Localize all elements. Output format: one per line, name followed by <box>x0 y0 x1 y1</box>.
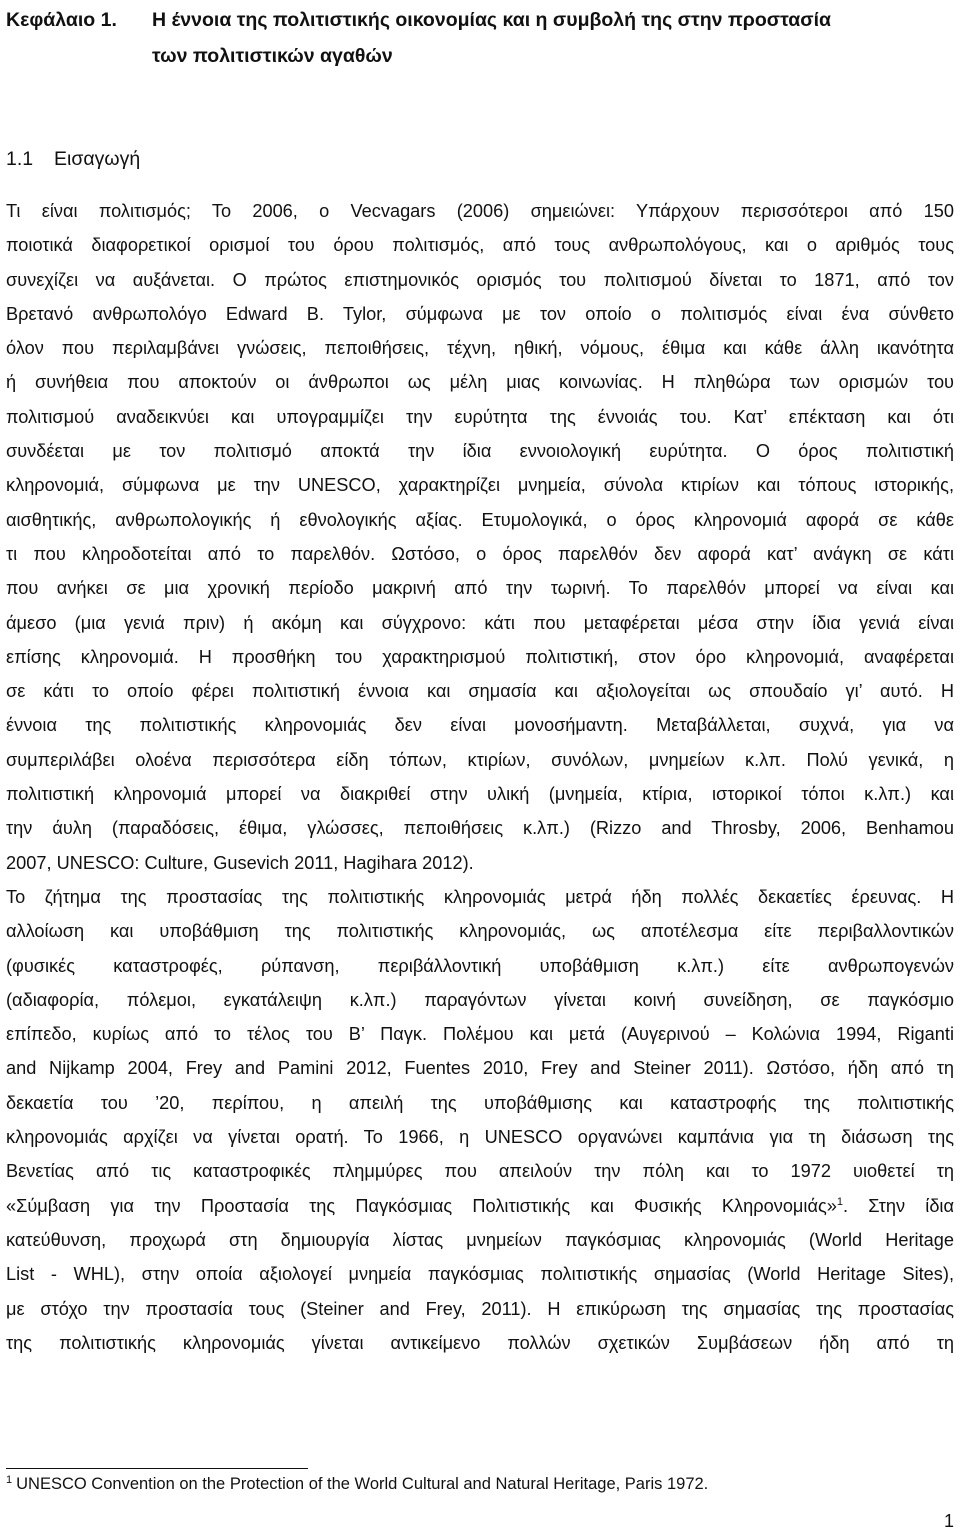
text-line: συμπεριλάβει ολοένα περισσότερα είδη τόπων, κτιρίων, συνόλων, μνημείων κ.λπ. Πολύ γενικά, η <box>6 749 954 770</box>
paragraph-2 <box>6 880 954 1360</box>
text-line: συνεχίζει να αυξάνεται. Ο πρώτος επιστημονικός ορισμός του πολιτισμού δίνεται το 1871, από τον <box>6 269 954 290</box>
footnote <box>6 1472 708 1496</box>
text-line: Βρετανό ανθρωπολόγο Edward B. Tylor, σύμφωνα με τον οποίο ο πολιτισμός είναι ένα σύνθετο <box>6 303 954 324</box>
text-segment: . Στην ίδια <box>842 1195 954 1216</box>
chapter-title <box>6 2 954 74</box>
text-line: κληρονομιά, σύμφωνα με την UNESCO, χαρακτηρίζει μνημεία, σύνολα κτιρίων και τόπους ιστορικής, <box>6 475 954 496</box>
chapter-title-line-2: των πολιτιστικών αγαθών <box>152 45 393 67</box>
section-number: 1.1 <box>6 148 34 170</box>
text-line: τι που κληροδοτείται από το παρελθόν. Ωστόσο, ο όρος παρελθόν δεν αφορά κατ’ ανάγκη σε κάτι <box>6 543 954 564</box>
text-line: που ανήκει σε μια χρονική περίοδο μακρινή από την τωρινή. Το παρελθόν μπορεί να είναι και <box>6 578 954 599</box>
text-line: της πολιτιστικής κληρονομιάς γίνεται αντικείμενο πολλών σχετικών Συμβάσεων ήδη από τη <box>6 1332 954 1353</box>
footnote-reference[interactable]: 1 <box>836 1195 843 1208</box>
text-line-with-footnote <box>6 1189 954 1223</box>
chapter-title-line-1: Η έννοια της πολιτιστικής οικονομίας και η συμβολή της στην προστασία <box>152 9 832 31</box>
text-line: ή συνήθεια που αποκτούν οι άνθρωποι ως μέλη μιας κοινωνίας. Η πληθώρα των ορισμών του <box>6 372 954 393</box>
text-line: Τι είναι πολιτισμός; Το 2006, ο Vecvagars (2006) σημειώνει: Υπάρχουν περισσότεροι από 150 <box>6 201 954 221</box>
text-segment: «Σύμβαση για την Προστασία της Παγκόσμιας Πολιτιστικής και Φυσικής Κληρονομιάς» <box>6 1195 837 1216</box>
text-line: συνδέεται με τον πολιτισμό αποκτά την ίδια εννοιολογική ευρύτητα. Ο όρος πολιτιστική <box>6 441 954 462</box>
text-line: άμεσο (μια γενιά πριν) ή ακόμη και σύγχρονο: κάτι που μεταφέρεται μέσα στην ίδια γενιά είναι <box>6 612 954 633</box>
text-line: επίπεδο, κυρίως από το τέλος του Β’ Παγκ. Πολέμου και μετά (Αυγερινού – Κολώνια 1994, Riganti <box>6 1024 954 1045</box>
text-line: ποιοτικά διαφορετικοί ορισμοί του όρου πολιτισμός, από τους ανθρωπολόγους, και ο αριθμός τους <box>6 235 954 256</box>
footnote-text: UNESCO Convention on the Protection of the World Cultural and Natural Heritage, Paris 1972. <box>16 1475 709 1493</box>
text-line: Βενετίας από τις καταστροφικές πλημμύρες που απειλούν την πόλη και το 1972 υιοθετεί τη <box>6 1161 954 1182</box>
text-line: την άυλη (παραδόσεις, έθιμα, γλώσσες, πεποιθήσεις κ.λπ.) (Rizzo and Throsby, 2006, Benhamou <box>6 818 954 839</box>
text-line: επίσης κληρονομιά. Η προσθήκη του χαρακτηρισμού πολιτιστική, στον όρο κληρονομιά, αναφέρεται <box>6 646 954 667</box>
text-line: (αδιαφορία, πόλεμοι, εγκατάλειψη κ.λπ.) παραγόντων γίνεται κοινή συνείδηση, σε παγκόσμιο <box>6 989 954 1010</box>
text-line: πολιτιστική κληρονομιά μπορεί να διακριθεί στην υλική (μνημεία, κτίρια, ιστορικοί τόποι κ.λπ.) και <box>6 784 954 805</box>
text-line: (φυσικές καταστροφές, ρύπανση, περιβάλλοντική υποβάθμιση κ.λπ.) είτε ανθρωπογενών <box>6 955 954 976</box>
section-heading <box>6 141 140 177</box>
section-title: Εισαγωγή <box>54 148 141 170</box>
text-line: έννοια της πολιτιστικής κληρονομιάς δεν είναι μονοσήμαντη. Μεταβάλλεται, συχνά, για να <box>6 715 954 736</box>
footnote-separator <box>6 1468 308 1469</box>
text-line: σε κάτι το οποίο φέρει πολιτιστική έννοια και σημασία και αξιολογείται ως σπουδαίο γι’ αυτό. Η <box>6 681 954 702</box>
footnote-marker: 1 <box>6 1473 13 1486</box>
text-line: and Nijkamp 2004, Frey and Pamini 2012, Fuentes 2010, Frey and Steiner 2011). Ωστόσο, ήδη από τη <box>6 1058 954 1079</box>
document-page <box>6 0 954 1537</box>
chapter-number: Κεφάλαιο 1. <box>6 9 117 31</box>
text-line: Το ζήτημα της προστασίας της πολιτιστικής κληρονομιάς μετρά ήδη πολλές δεκαετίες έρευνας. Η <box>6 886 954 907</box>
text-line: κληρονομιάς αρχίζει να γίνεται ορατή. Το 1966, η UNESCO οργανώνει καμπάνια για τη διάσωση της <box>6 1127 954 1148</box>
text-line: List - WHL), στην οποία αξιολογεί μνημεία παγκόσμιας πολιτιστικής σημασίας (World Heritage Sites), <box>6 1264 954 1285</box>
text-line: αισθητικής, ανθρωπολογικής ή εθνολογικής αξίας. Ετυμολογικά, ο όρος κληρονομιά αφορά σε κάθε <box>6 509 954 530</box>
text-line: κατεύθυνση, προχωρά στη δημιουργία λίστας μνημείων παγκόσμιας κληρονομιάς (World Heritage <box>6 1229 954 1250</box>
paragraph-1 <box>6 194 954 880</box>
text-line: όλον που περιλαμβάνει γνώσεις, πεποιθήσεις, τέχνη, ηθική, νόμους, έθιμα και κάθε άλλη ικανότητα <box>6 338 954 359</box>
text-line: 2007, UNESCO: Culture, Gusevich 2011, Hagihara 2012). <box>6 852 474 873</box>
text-line: δεκαετία του ’20, περίπου, η απειλή της υποβάθμισης και καταστροφής της πολιτιστικής <box>6 1092 954 1113</box>
page-number: 1 <box>943 1511 954 1531</box>
text-line: με στόχο την προστασία τους (Steiner and Frey, 2011). Η επικύρωση της σημασίας της προστασίας <box>6 1298 954 1319</box>
text-line: πολιτισμού αναδεικνύει και υπογραμμίζει την ευρύτητα της έννοιάς του. Κατ’ επέκταση και ότι <box>6 406 954 427</box>
body-text <box>6 194 954 1360</box>
text-line: αλλοίωση και υποβάθμιση της πολιτιστικής κληρονομιάς, ως αποτέλεσμα είτε περιβαλλοντικών <box>6 921 954 942</box>
